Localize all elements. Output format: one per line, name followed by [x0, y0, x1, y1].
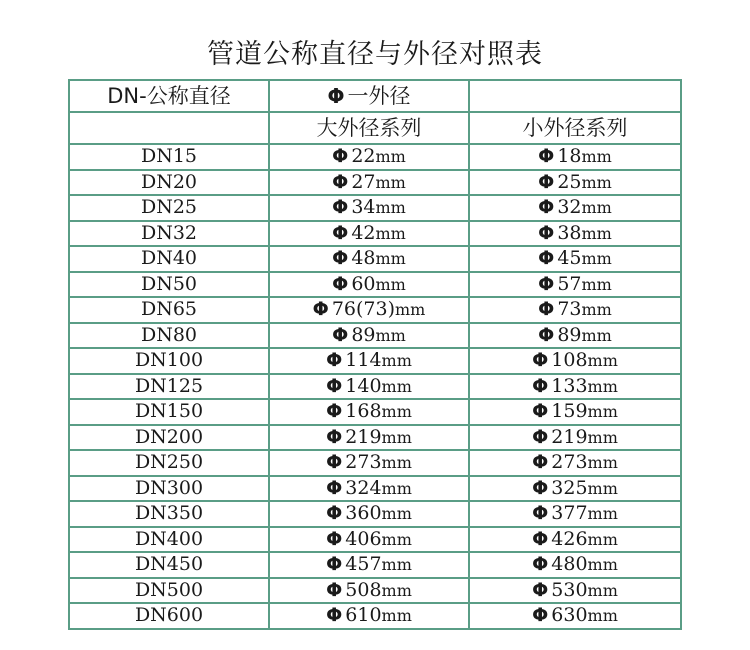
dn-cell: DN50: [69, 272, 269, 298]
phi-symbol: Φ: [326, 553, 343, 576]
od-value: 45: [557, 247, 582, 270]
dn-cell: DN300: [69, 476, 269, 502]
od-unit: mm: [375, 274, 406, 294]
od-unit: mm: [381, 555, 412, 575]
phi-symbol: Φ: [538, 298, 555, 321]
dn-cell: DN400: [69, 527, 269, 553]
large-od-cell: [269, 323, 469, 349]
table-row: [69, 323, 681, 349]
od-unit: mm: [381, 606, 412, 626]
small-od-cell: [469, 450, 681, 476]
od-value: 22: [351, 145, 376, 168]
od-unit: mm: [381, 478, 412, 498]
od-value: 48: [351, 247, 376, 270]
phi-symbol: Φ: [538, 196, 555, 219]
large-od-cell: [269, 170, 469, 196]
large-od-cell: [269, 476, 469, 502]
table-row: [69, 476, 681, 502]
od-value: 457: [345, 553, 382, 576]
od-value: 60: [351, 272, 376, 295]
od-value: 140: [345, 374, 382, 397]
phi-symbol: Φ: [326, 374, 343, 397]
table-row: [69, 425, 681, 451]
od-unit: mm: [381, 453, 412, 473]
phi-symbol: Φ: [538, 170, 555, 193]
phi-symbol: Φ: [532, 578, 549, 601]
dn-cell: DN40: [69, 246, 269, 272]
od-value: 324: [345, 476, 382, 499]
od-value: 377: [551, 502, 588, 525]
phi-symbol: Φ: [326, 425, 343, 448]
od-value: 273: [345, 451, 382, 474]
dn-cell: DN125: [69, 374, 269, 400]
table-row: [69, 552, 681, 578]
table-row: [69, 348, 681, 374]
phi-symbol: Φ: [538, 272, 555, 295]
od-unit: mm: [581, 223, 612, 243]
phi-symbol: Φ: [326, 400, 343, 423]
od-unit: mm: [587, 580, 618, 600]
header-dn-nominal: DN-公称直径: [69, 80, 269, 112]
phi-symbol: Φ: [326, 527, 343, 550]
od-value: 168: [345, 400, 382, 423]
od-unit: mm: [375, 198, 406, 218]
phi-symbol: Φ: [332, 272, 349, 295]
dn-cell: DN15: [69, 144, 269, 170]
phi-symbol: Φ: [532, 451, 549, 474]
phi-symbol: Φ: [532, 374, 549, 397]
large-od-cell: [269, 374, 469, 400]
table-row: [69, 297, 681, 323]
od-value: 18: [557, 145, 582, 168]
od-value: 89: [557, 323, 582, 346]
small-od-cell: [469, 527, 681, 553]
od-value: 159: [551, 400, 588, 423]
small-od-cell: [469, 195, 681, 221]
od-unit: mm: [581, 274, 612, 294]
dn-cell: DN25: [69, 195, 269, 221]
phi-symbol: Φ: [532, 527, 549, 550]
small-od-cell: [469, 221, 681, 247]
small-od-cell: [469, 578, 681, 604]
od-value: 42: [351, 221, 376, 244]
large-od-cell: [269, 501, 469, 527]
od-unit: mm: [581, 325, 612, 345]
table-row: [69, 399, 681, 425]
od-value: 27: [351, 170, 376, 193]
od-unit: mm: [375, 223, 406, 243]
od-unit: mm: [587, 351, 618, 371]
od-unit: mm: [587, 555, 618, 575]
od-unit: mm: [375, 249, 406, 269]
small-od-cell: [469, 246, 681, 272]
dn-cell: DN65: [69, 297, 269, 323]
large-od-cell: [269, 348, 469, 374]
dn-cell: DN250: [69, 450, 269, 476]
table-row: [69, 501, 681, 527]
table-row: [69, 195, 681, 221]
small-od-cell: [469, 374, 681, 400]
od-unit: mm: [375, 325, 406, 345]
od-value: 219: [551, 425, 588, 448]
od-unit: mm: [587, 478, 618, 498]
small-od-cell: [469, 348, 681, 374]
subheader-small-series: 小外径系列: [469, 112, 681, 144]
small-od-cell: [469, 170, 681, 196]
table-row: [69, 144, 681, 170]
phi-symbol: Φ: [532, 502, 549, 525]
large-od-cell: [269, 450, 469, 476]
large-od-cell: [269, 144, 469, 170]
phi-symbol: Φ: [538, 145, 555, 168]
dn-cell: DN350: [69, 501, 269, 527]
phi-symbol: Φ: [332, 145, 349, 168]
od-value: 73: [557, 298, 582, 321]
od-value: 89: [351, 323, 376, 346]
od-value: 406: [345, 527, 382, 550]
table-row: [69, 527, 681, 553]
phi-symbol: Φ: [332, 221, 349, 244]
dn-cell: DN450: [69, 552, 269, 578]
table-row: [69, 170, 681, 196]
small-od-cell: [469, 501, 681, 527]
small-od-cell: [469, 399, 681, 425]
od-value: 610: [345, 604, 382, 627]
large-od-cell: [269, 195, 469, 221]
od-unit: mm: [381, 427, 412, 447]
od-value: 630: [551, 604, 588, 627]
dn-od-table: [68, 79, 680, 625]
od-unit: mm: [381, 529, 412, 549]
od-unit: mm: [581, 147, 612, 167]
phi-symbol: Φ: [332, 247, 349, 270]
od-unit: mm: [395, 300, 426, 320]
phi-symbol: Φ: [538, 323, 555, 346]
phi-symbol: Φ: [538, 221, 555, 244]
large-od-cell: [269, 425, 469, 451]
small-od-cell: [469, 476, 681, 502]
od-value: 25: [557, 170, 582, 193]
phi-symbol: Φ: [327, 84, 345, 108]
phi-symbol: Φ: [326, 476, 343, 499]
large-od-cell: [269, 603, 469, 629]
phi-symbol: Φ: [532, 604, 549, 627]
od-unit: mm: [581, 172, 612, 192]
od-unit: mm: [581, 198, 612, 218]
phi-symbol: Φ: [326, 451, 343, 474]
phi-symbol: Φ: [312, 298, 329, 321]
small-od-cell: [469, 272, 681, 298]
od-value: 114: [345, 349, 382, 372]
header-outer-diameter-label: 一外径: [347, 84, 411, 108]
od-value: 325: [551, 476, 588, 499]
od-unit: mm: [587, 402, 618, 422]
od-value: 360: [345, 502, 382, 525]
small-od-cell: [469, 425, 681, 451]
phi-symbol: Φ: [532, 400, 549, 423]
subheader-row: [69, 112, 681, 144]
table-row: [69, 221, 681, 247]
phi-symbol: Φ: [532, 553, 549, 576]
od-value: 273: [551, 451, 588, 474]
small-od-cell: [469, 297, 681, 323]
table-row: [69, 272, 681, 298]
phi-symbol: Φ: [532, 349, 549, 372]
small-od-cell: [469, 552, 681, 578]
dn-cell: DN32: [69, 221, 269, 247]
od-value: 57: [557, 272, 582, 295]
od-unit: mm: [381, 351, 412, 371]
od-unit: mm: [581, 300, 612, 320]
od-value: 219: [345, 425, 382, 448]
large-od-cell: [269, 221, 469, 247]
table-row: [69, 603, 681, 629]
phi-symbol: Φ: [332, 196, 349, 219]
phi-symbol: Φ: [326, 604, 343, 627]
table-row: [69, 450, 681, 476]
large-od-cell: [269, 272, 469, 298]
od-value: 38: [557, 221, 582, 244]
header-row: [69, 80, 681, 112]
od-value: 34: [351, 196, 376, 219]
od-unit: mm: [381, 504, 412, 524]
dn-cell: DN20: [69, 170, 269, 196]
small-od-cell: [469, 603, 681, 629]
od-unit: mm: [581, 249, 612, 269]
od-unit: mm: [587, 376, 618, 396]
phi-symbol: Φ: [332, 323, 349, 346]
od-unit: mm: [381, 580, 412, 600]
header-outer-diameter: [269, 80, 469, 112]
subheader-empty-cell: [69, 112, 269, 144]
od-value: 108: [551, 349, 588, 372]
od-unit: mm: [587, 504, 618, 524]
od-value: 508: [345, 578, 382, 601]
od-value: 480: [551, 553, 588, 576]
subheader-large-series: 大外径系列: [269, 112, 469, 144]
header-empty-cell: [469, 80, 681, 112]
od-value: 76(73): [331, 298, 395, 321]
dn-cell: DN500: [69, 578, 269, 604]
od-unit: mm: [375, 147, 406, 167]
phi-symbol: Φ: [532, 425, 549, 448]
dn-cell: DN600: [69, 603, 269, 629]
phi-symbol: Φ: [532, 476, 549, 499]
large-od-cell: [269, 578, 469, 604]
od-value: 32: [557, 196, 582, 219]
od-unit: mm: [381, 376, 412, 396]
large-od-cell: [269, 246, 469, 272]
od-unit: mm: [587, 453, 618, 473]
table-row: [69, 246, 681, 272]
phi-symbol: Φ: [326, 578, 343, 601]
dn-cell: DN80: [69, 323, 269, 349]
od-value: 426: [551, 527, 588, 550]
dn-cell: DN200: [69, 425, 269, 451]
od-unit: mm: [375, 172, 406, 192]
phi-symbol: Φ: [538, 247, 555, 270]
large-od-cell: [269, 399, 469, 425]
od-unit: mm: [587, 427, 618, 447]
od-unit: mm: [381, 402, 412, 422]
large-od-cell: [269, 297, 469, 323]
large-od-cell: [269, 552, 469, 578]
large-od-cell: [269, 527, 469, 553]
phi-symbol: Φ: [332, 170, 349, 193]
od-value: 133: [551, 374, 588, 397]
phi-symbol: Φ: [326, 349, 343, 372]
small-od-cell: [469, 144, 681, 170]
table-row: [69, 578, 681, 604]
small-od-cell: [469, 323, 681, 349]
page-title: 管道公称直径与外径对照表: [207, 39, 543, 70]
table-row: [69, 374, 681, 400]
phi-symbol: Φ: [326, 502, 343, 525]
od-value: 530: [551, 578, 588, 601]
od-unit: mm: [587, 529, 618, 549]
dn-cell: DN150: [69, 399, 269, 425]
dn-cell: DN100: [69, 348, 269, 374]
od-unit: mm: [587, 606, 618, 626]
